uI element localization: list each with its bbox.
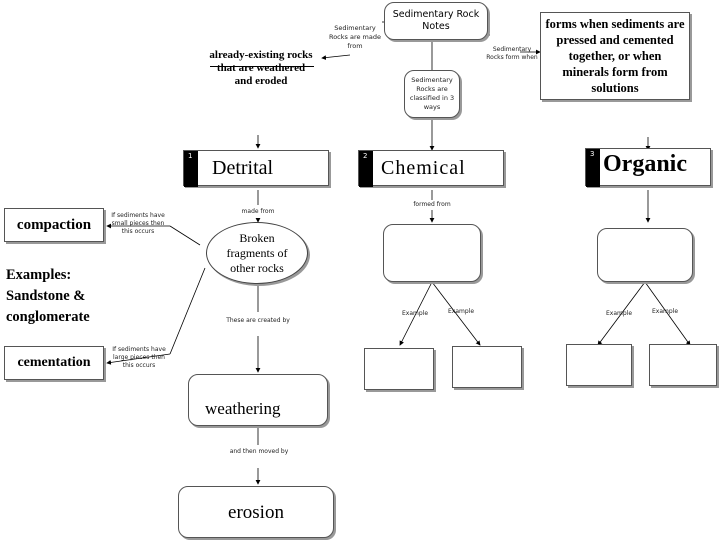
organic-example-box-2 (649, 344, 717, 386)
weathering-box (188, 374, 328, 426)
chemical-example-1: Example (402, 310, 429, 317)
erosion-label: erosion (228, 502, 284, 523)
examples-text: Examples: Sandstone & conglomerate (6, 267, 90, 325)
title-line2: Notes (422, 21, 450, 32)
category-organic (585, 148, 711, 186)
organic-empty-box (597, 228, 693, 282)
formed-from-label: formed from (413, 201, 451, 208)
title-box (384, 2, 488, 40)
chemical-empty-box (383, 224, 481, 282)
top-left-box: already-existing rocks that are weathered and eroded (205, 38, 317, 98)
middle-note-box: Sedimentary Rocks are classified in 3 ways (404, 70, 460, 118)
cementation-box (4, 346, 104, 380)
top-right-note: Sedimentary Rocks form when (486, 46, 538, 61)
erosion-box (178, 486, 334, 538)
category-label: Chemical (381, 157, 466, 179)
title-line1: Sedimentary Rock (392, 9, 480, 20)
category-label: Detrital (212, 157, 274, 179)
category-chemical (358, 150, 504, 186)
category-label: Organic (603, 151, 687, 177)
chemical-example-2: Example (448, 308, 475, 315)
category-detrital (183, 150, 329, 186)
compaction-note: If sediments have small pieces then this occurs (111, 212, 165, 235)
weathering-label: weathering (205, 399, 281, 418)
chemical-example-box-1 (364, 348, 434, 390)
cementation-label: cementation (17, 355, 91, 370)
chemical-example-box-2 (452, 346, 522, 388)
compaction-label: compaction (16, 216, 92, 233)
top-right-box: forms when sediments are pressed and cemented together, or when minerals form from solutions (540, 12, 690, 100)
cementation-note: If sediments have large pieces then this occurs (112, 346, 166, 369)
created-by-label: These are created by (226, 317, 290, 324)
category-number: 3 (590, 150, 595, 158)
category-number: 2 (363, 152, 368, 160)
compaction-box (4, 208, 104, 242)
category-number: 1 (188, 152, 193, 160)
top-left-note: Sedimentary Rocks are made from (328, 24, 381, 50)
top-left-box-underline (210, 66, 314, 67)
organic-example-2: Example (652, 308, 679, 315)
fragments-ellipse: Broken fragments of other rocks (206, 222, 308, 284)
organic-example-1: Example (606, 310, 633, 317)
organic-example-box-1 (566, 344, 632, 386)
made-from-label: made from (241, 208, 275, 215)
moved-by-label: and then moved by (229, 448, 289, 455)
